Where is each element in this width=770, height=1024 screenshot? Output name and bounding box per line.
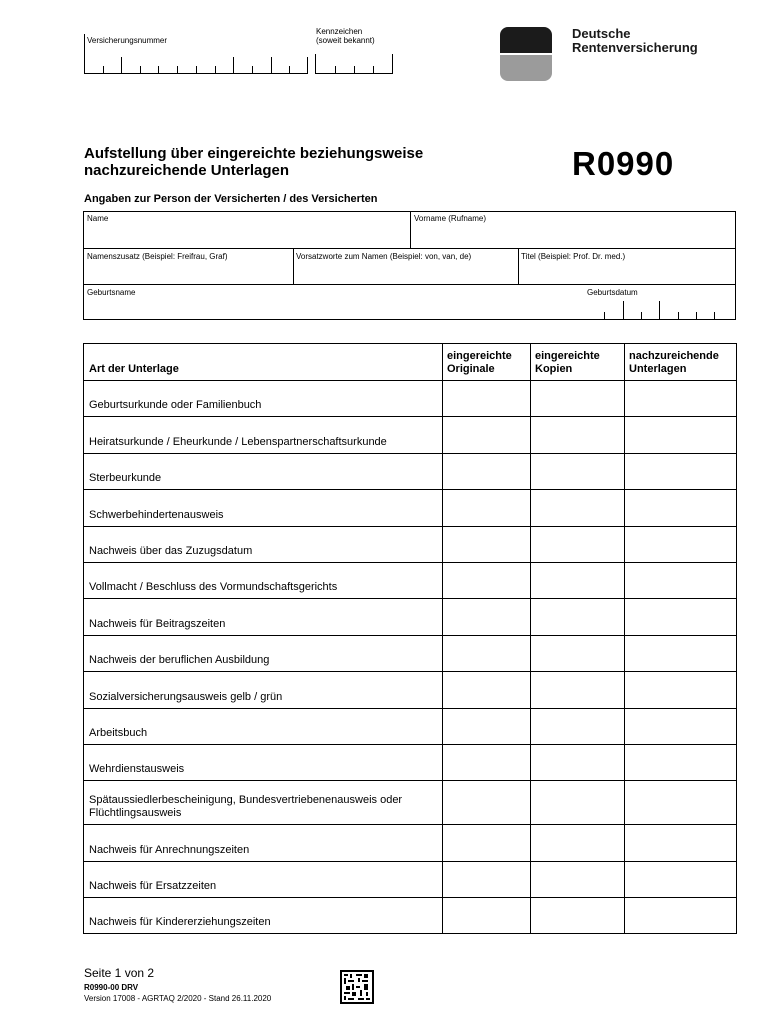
copies-cell[interactable] <box>531 417 625 453</box>
document-type-label: Nachweis für Anrechnungszeiten <box>84 825 443 861</box>
originals-cell[interactable] <box>443 453 531 489</box>
pending-cell[interactable] <box>625 781 737 825</box>
table-row <box>84 898 737 934</box>
copies-cell[interactable] <box>531 781 625 825</box>
document-type-label: Wehrdienstausweis <box>84 744 443 780</box>
copies-cell[interactable] <box>531 708 625 744</box>
copies-cell[interactable] <box>531 898 625 934</box>
drv-logo-text <box>572 27 698 55</box>
col-header-copies: eingereichte Kopien <box>531 344 625 381</box>
table-row <box>84 781 737 825</box>
version-info: Version 17008 - AGRTAQ 2/2020 - Stand 26.11.2020 <box>84 994 272 1003</box>
copies-cell[interactable] <box>531 635 625 671</box>
kennzeichen-field[interactable] <box>315 54 393 74</box>
pending-cell[interactable] <box>625 635 737 671</box>
name-label: Name <box>87 214 109 223</box>
versicherungsnummer-label: Versicherungsnummer <box>87 36 168 45</box>
originals-cell[interactable] <box>443 417 531 453</box>
table-row <box>84 599 737 635</box>
pending-cell[interactable] <box>625 490 737 526</box>
originals-cell[interactable] <box>443 381 531 417</box>
col-header-pending: nachzureichende Unterlagen <box>625 344 737 381</box>
copies-cell[interactable] <box>531 526 625 562</box>
document-type-label: Sozialversicherungsausweis gelb / grün <box>84 672 443 708</box>
document-type-label: Nachweis der beruflichen Ausbildung <box>84 635 443 671</box>
page-number: Seite 1 von 2 <box>84 966 155 980</box>
table-row <box>84 635 737 671</box>
qr-code-icon <box>340 970 374 1004</box>
document-type-label: Heiratsurkunde / Eheurkunde / Lebenspartnerschaftsurkunde <box>84 417 443 453</box>
document-type-label: Schwerbehindertenausweis <box>84 490 443 526</box>
originals-cell[interactable] <box>443 599 531 635</box>
kennzeichen-label-1: Kennzeichen <box>316 27 363 36</box>
document-type-label: Sterbeurkunde <box>84 453 443 489</box>
table-row <box>84 562 737 598</box>
document-type-label: Vollmacht / Beschluss des Vormundschaftsgerichts <box>84 562 443 598</box>
document-type-label: Nachweis für Ersatzzeiten <box>84 861 443 897</box>
drv-logo-top <box>500 27 552 53</box>
person-section-title: Angaben zur Person der Versicherten / des Versicherten <box>84 193 378 205</box>
vorname-label: Vorname (Rufname) <box>414 214 487 223</box>
originals-cell[interactable] <box>443 562 531 598</box>
form-id: R0990-00 DRV <box>84 983 139 992</box>
originals-cell[interactable] <box>443 672 531 708</box>
table-row <box>84 526 737 562</box>
table-row <box>84 825 737 861</box>
table-row <box>84 453 737 489</box>
title-line-1: Aufstellung über eingereichte beziehungsweise <box>84 145 424 162</box>
geburtsname-label: Geburtsname <box>87 288 136 297</box>
pending-cell[interactable] <box>625 861 737 897</box>
originals-cell[interactable] <box>443 781 531 825</box>
pending-cell[interactable] <box>625 898 737 934</box>
document-type-label: Nachweis für Beitragszeiten <box>84 599 443 635</box>
originals-cell[interactable] <box>443 898 531 934</box>
table-row <box>84 490 737 526</box>
document-type-label: Nachweis über das Zuzugsdatum <box>84 526 443 562</box>
table-row <box>84 744 737 780</box>
geburtsdatum-field[interactable] <box>586 300 732 319</box>
document-title <box>84 145 484 179</box>
copies-cell[interactable] <box>531 825 625 861</box>
pending-cell[interactable] <box>625 526 737 562</box>
copies-cell[interactable] <box>531 599 625 635</box>
pending-cell[interactable] <box>625 381 737 417</box>
originals-cell[interactable] <box>443 490 531 526</box>
copies-cell[interactable] <box>531 672 625 708</box>
pending-cell[interactable] <box>625 672 737 708</box>
pending-cell[interactable] <box>625 562 737 598</box>
copies-cell[interactable] <box>531 744 625 780</box>
pending-cell[interactable] <box>625 453 737 489</box>
document-type-label: Arbeitsbuch <box>84 708 443 744</box>
originals-cell[interactable] <box>443 825 531 861</box>
copies-cell[interactable] <box>531 381 625 417</box>
copies-cell[interactable] <box>531 490 625 526</box>
originals-cell[interactable] <box>443 526 531 562</box>
vorsatzworte-label: Vorsatzworte zum Namen (Beispiel: von, van, de) <box>296 252 472 261</box>
pending-cell[interactable] <box>625 417 737 453</box>
form-code: R0990 <box>572 145 675 182</box>
document-type-label: Nachweis für Kindererziehungszeiten <box>84 898 443 934</box>
logo-line-1: Deutsche <box>572 26 631 41</box>
pending-cell[interactable] <box>625 744 737 780</box>
namenszusatz-label: Namenszusatz (Beispiel: Freifrau, Graf) <box>87 252 228 261</box>
table-row <box>84 381 737 417</box>
logo-line-2: Rentenversicherung <box>572 40 698 55</box>
titel-label: Titel (Beispiel: Prof. Dr. med.) <box>521 252 626 261</box>
originals-cell[interactable] <box>443 744 531 780</box>
pending-cell[interactable] <box>625 599 737 635</box>
drv-logo-bottom <box>500 55 552 81</box>
documents-table <box>83 343 737 934</box>
pending-cell[interactable] <box>625 825 737 861</box>
document-type-label: Spätaussiedlerbescheinigung, Bundesvertriebenenausweis oder Flüchtlingsausweis <box>84 781 443 825</box>
originals-cell[interactable] <box>443 861 531 897</box>
col-header-type: Art der Unterlage <box>84 344 443 381</box>
copies-cell[interactable] <box>531 453 625 489</box>
table-row <box>84 672 737 708</box>
pending-cell[interactable] <box>625 708 737 744</box>
table-row <box>84 708 737 744</box>
copies-cell[interactable] <box>531 861 625 897</box>
versicherungsnummer-field[interactable] <box>84 34 308 74</box>
originals-cell[interactable] <box>443 635 531 671</box>
table-row <box>84 417 737 453</box>
kennzeichen-label-2: (soweit bekannt) <box>316 36 375 45</box>
col-header-originals: eingereichte Originale <box>443 344 531 381</box>
originals-cell[interactable] <box>443 708 531 744</box>
title-line-2: nachzureichende Unterlagen <box>84 162 290 179</box>
document-type-label: Geburtsurkunde oder Familienbuch <box>84 381 443 417</box>
copies-cell[interactable] <box>531 562 625 598</box>
person-box <box>83 211 736 320</box>
table-row <box>84 861 737 897</box>
geburtsdatum-label: Geburtsdatum <box>587 288 638 297</box>
